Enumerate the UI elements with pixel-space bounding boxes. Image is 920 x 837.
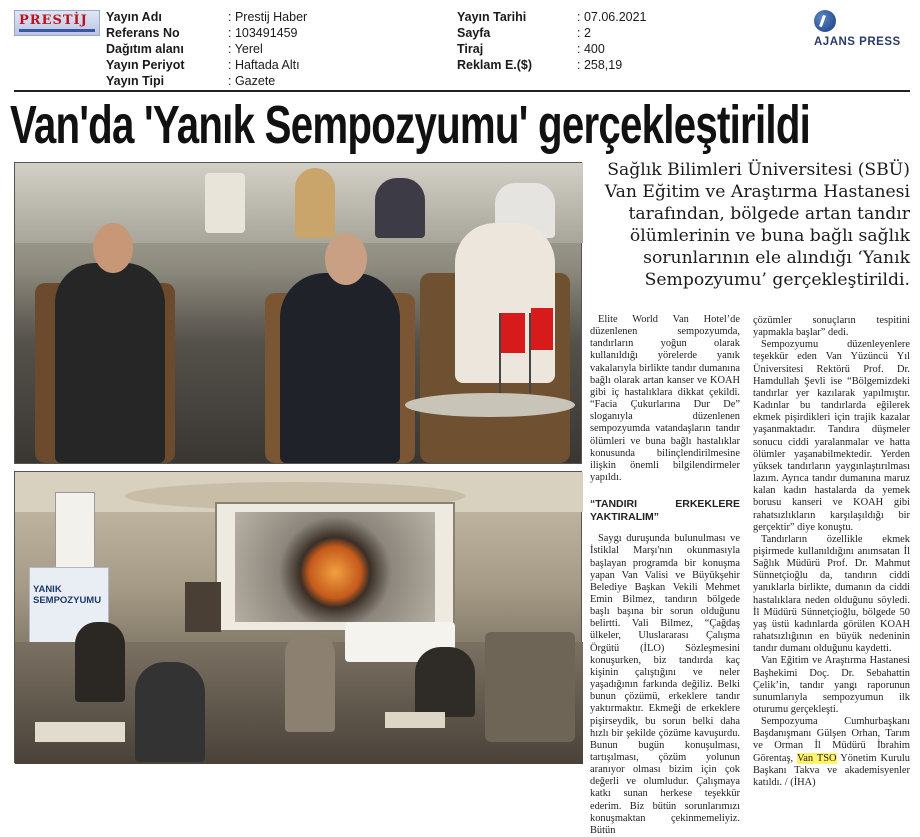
agency-globe-icon [814, 10, 836, 32]
meta-row [106, 73, 307, 89]
agency-logo [812, 10, 912, 50]
article-paragraph: Van Eğitim ve Araştırma Hastanesi Başhekimi Doç. Dr. Sebahattin Çelik’in, tandır yangı raporunun sunumlarıyla sempozyumun ilk oturumu gerçekleşti. [753, 655, 910, 715]
meta-value: : 400 [577, 42, 605, 56]
article-paragraph [753, 716, 910, 789]
meta-value: : 258,19 [577, 58, 623, 72]
meta-value: : 07.06.2021 [577, 10, 647, 24]
article-paragraph: Saygı duruşunda bulunulması ve İstiklal Marşı'nın okunmasıyla başlayan programda bir konuşma yapan Van Valisi ve Büyükşehir Belediye Başkan Vekili Mehmet Emin Bilmez, tandırın bölgede başlı başına bir sorun olduğunu belirtti. Vali Bilmez, “Çağdaş ülkeler, Uluslararası Çalışma Örgütü (İLO) Sözleşmesini konuşurken, biz tandırda kaç kişinin çalıştığını ve neler yaşadığının farkında değiliz. Belki bunun çözümü, erkeklere tandır yaktırmaktır. Ekmeği de erkeklere pişirseydik, bu sorun belki daha hızlı bir şekilde çözüme kavuşurdu. Bunun bugün konuşulması, tartışılması, çözüm yolunun aranıyor olması bizim için çok değerli ve olumludur. Çalışmaya katkı sunan herkese teşekkür ederim. Biz bütün sorunlarımızı konuşmaktan çekinmemeliyiz. Bütün [590, 533, 740, 836]
photo-officials-seated [14, 162, 582, 464]
photo-symposium-hall [14, 471, 582, 763]
meta-value: : Haftada Altı [228, 58, 300, 72]
meta-row [106, 25, 307, 41]
meta-key: Referans No [106, 26, 180, 40]
meta-key: Yayın Tarihi [457, 10, 527, 24]
header-rule [14, 90, 910, 92]
meta-row [457, 9, 647, 25]
article-paragraph: Tandırların özellikle ekmek pişirmede kullanıldığını anımsatan İl Sağlık Müdürü Prof. Dr. Mahmut Sünnetçioğlu da, tandırın ciddi yanıklarla birlikte, dumanın da ciddi hastalıklara neden olduğunu söyledi. İl Müdürü Sünnetçioğlu, bölgede 50 yaş üstü kadınlarda görülen KOAH rahatsızlığının en büyük nedeninin tandır dumanı olduğunu kaydetti. [753, 533, 910, 655]
lead-paragraph: Sağlık Bilimleri Üniversitesi (SBÜ) Van Eğitim ve Araştırma Hastanesi tarafından, bölgede artan tandır ölümlerinin ve buna bağlı sağlık sorunlarının ele alındığı ‘Yanık Sempozyumu’ gerçekleştirildi. [604, 160, 910, 290]
headline: Van'da 'Yanık Sempozyumu' gerçekleştirildi [10, 95, 811, 155]
meta-key: Dağıtım alanı [106, 42, 184, 56]
article-column-1 [590, 314, 740, 837]
turkish-flag-icon [501, 313, 525, 353]
meta-row [106, 41, 307, 57]
meta-key: Yayın Tipi [106, 74, 165, 88]
meta-value: : Gazete [228, 74, 276, 88]
meta-row [457, 25, 647, 41]
article-paragraph: Elite World Van Hotel’de düzenlenen sempozyumda, tandırların yoğun olarak kullanıldığı yörelerde yanık vakalarıyla birlikte tandır dumanına bağlı olarak artan kanser ve KOAH gibi iç hastalıklara dikkat çekildi. “Facia Çukurlarına Dur De” sloganıyla düzenlenen sempozyumda vatandaşların tandır ölümleri ve buna bağlı hastalıklar konusunda bilinçlendirilmesine ilişkin önemli bilgilendirmeler yapıldı. [590, 314, 740, 484]
meta-value: : 2 [577, 26, 591, 40]
meta-row [457, 57, 647, 73]
publication-logo [14, 10, 100, 36]
subheading: “TANDIRI ERKEKLERE YAKTIRALIM” [590, 498, 740, 523]
meta-value: : Prestij Haber [228, 10, 308, 24]
highlighted-text: Van TSO [796, 752, 837, 764]
metadata-left [106, 9, 307, 89]
article-paragraph: çözümler sonuçların tespitini yapmakla başlar” dedi. [753, 315, 910, 339]
banner-text: YANIK SEMPOZYUMU [33, 584, 102, 606]
metadata-right [457, 9, 647, 73]
text-span: Sempozyuma Cumhurbaşkanı Başdanışmanı Gülşen Orhan, Tarım ve Orman İl Müdürü İbrahim Görentaş, [753, 716, 910, 764]
meta-row [106, 9, 307, 25]
meta-key: Yayın Periyot [106, 58, 185, 72]
meta-row [457, 41, 647, 57]
article-paragraph: Sempozyumu düzenleyenlere teşekkür eden Van Yüzüncü Yıl Üniversitesi Rektörü Prof. Dr. Hamdullah Şevli ise “Bölgemizdeki tandırlar yer kazılarak yapılmıştır. Kadınlar bu tandırlarda eğilerek ekmek pişirdikleri için trajik kazalar yaşanmaktadır. Tandıra düşmeler sonucu ciddi yaralanmalar ve hatta ölümler yaşanabilmektedir. Yerden yüksek tandırların yaygınlaştırılması lazım. Ayrıca tandır dumanına maruz kalan kadın hastalarda da yemek borusu kanseri ve KOAH gibi rahatsızlıkların karşılaşıldığı bir gerçektir” diye konuştu. [753, 339, 910, 533]
meta-key: Tiraj [457, 42, 484, 56]
publication-logo-text: PRESTİJ [19, 13, 88, 28]
meta-value: : Yerel [228, 42, 263, 56]
meta-key: Reklam E.($) [457, 58, 533, 72]
meta-key: Sayfa [457, 26, 491, 40]
meta-key: Yayın Adı [106, 10, 162, 24]
meta-value: : 103491459 [228, 26, 298, 40]
article-column-2 [753, 315, 910, 789]
text-span: Yönetim Kurulu Başkanı Takva ve akademisyenler katıldı. / (İHA) [753, 752, 910, 788]
meta-row [106, 57, 307, 73]
agency-name: AJANS PRESS [814, 36, 901, 48]
